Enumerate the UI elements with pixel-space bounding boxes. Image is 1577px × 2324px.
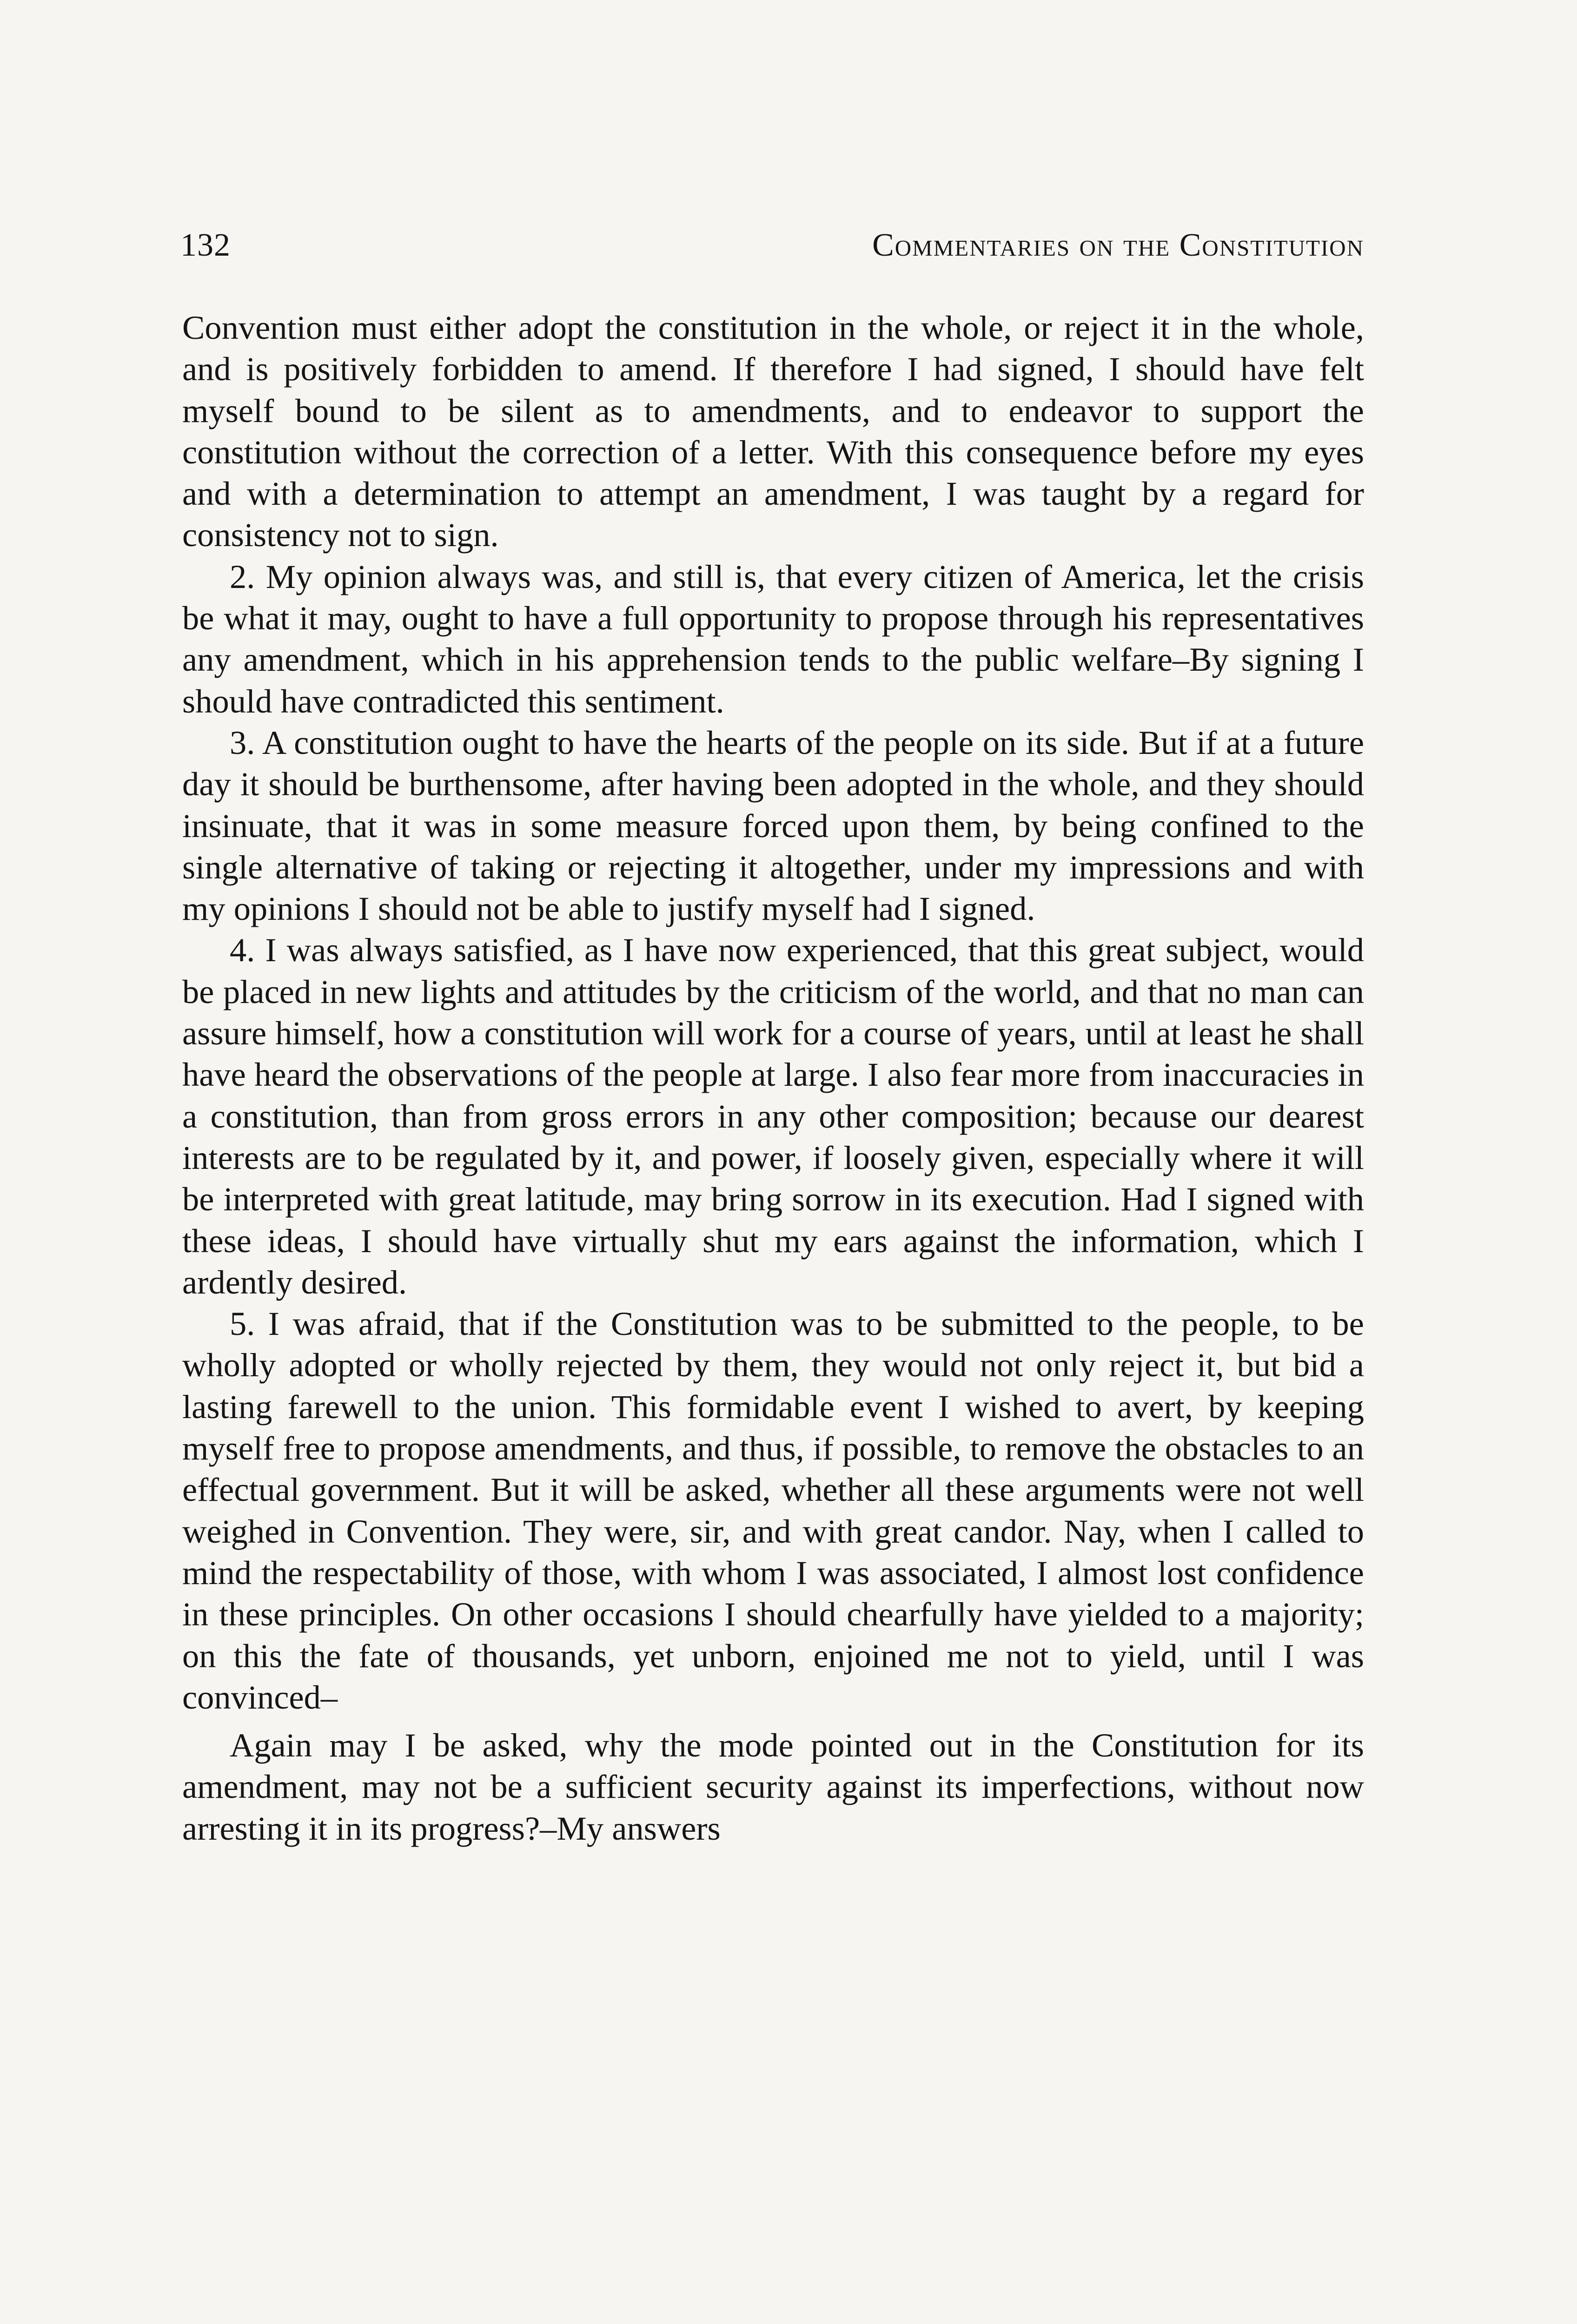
running-head [180, 227, 1364, 264]
paragraph-point-3: 3. A constitution ought to have the hearts of the people on its side. But if at a future day it should be burthensome, after having been adopted in the whole, and they should insinuate, that it was in some measure forced upon them, by being confined to the single alternative of taking or rejecting it altogether, under my impressions and with my opinions I should not be able to justify myself had I signed. [182, 723, 1364, 928]
running-title: Commentaries on the Constitution [872, 227, 1364, 263]
paragraph-point-4: 4. I was always satisfied, as I have now experienced, that this great subject, would be placed in new lights and attitudes by the criticism of the world, and that no man can assure himself, how a constitution will work for a course of years, until at least he shall have heard the observations of the people at large. I also fear more from inaccuracies in a constitution, than from gross errors in any other composition; because our dearest interests are to be regulated by it, and power, if loosely given, especially where it will be interpreted with great latitude, may bring sorrow in its execution. Had I signed with these ideas, I should have virtually shut my ears against the information, which I ardently desired. [182, 931, 1364, 1301]
body-text [182, 307, 1364, 1849]
page-number: 132 [180, 227, 231, 263]
paragraph-point-5: 5. I was afraid, that if the Constitution was to be submitted to the people, to be wholly adopted or wholly rejected by them, they would not only reject it, but bid a lasting farewell to the union. This formidable event I wished to avert, by keeping myself free to propose amendments, and thus, if possible, to remove the obstacles to an effectual government. But it will be asked, whether all these arguments were not well weighed in Convention. They were, sir, and with great candor. Nay, when I called to mind the respectability of those, with whom I was associated, I almost lost confidence in these principles. On other occasions I should chearfully have yielded to a majority; on this the fate of thousands, yet unborn, enjoined me not to yield, until I was convinced– [182, 1305, 1364, 1716]
paragraph-continuation: Convention must either adopt the constitution in the whole, or reject it in the whole, and is positively forbidden to amend. If therefore I had signed, I should have felt myself bound to be silent as to amendments, and to endeavor to support the constitution without the correction of a letter. With this consequence before my eyes and with a determination to attempt an amendment, I was taught by a regard for consistency not to sign. [182, 309, 1364, 554]
paragraph-again: Again may I be asked, why the mode pointed out in the Constitution for its amendment, may not be a sufficient security against its imperfections, without now arresting it in its progress?–My answers [182, 1726, 1364, 1847]
paragraph-point-2: 2. My opinion always was, and still is, that every citizen of America, let the crisis be what it may, ought to have a full opportunity to propose through his representatives any amendment, which in his apprehension tends to the public welfare–By signing I should have contradicted this sentiment. [182, 557, 1364, 720]
